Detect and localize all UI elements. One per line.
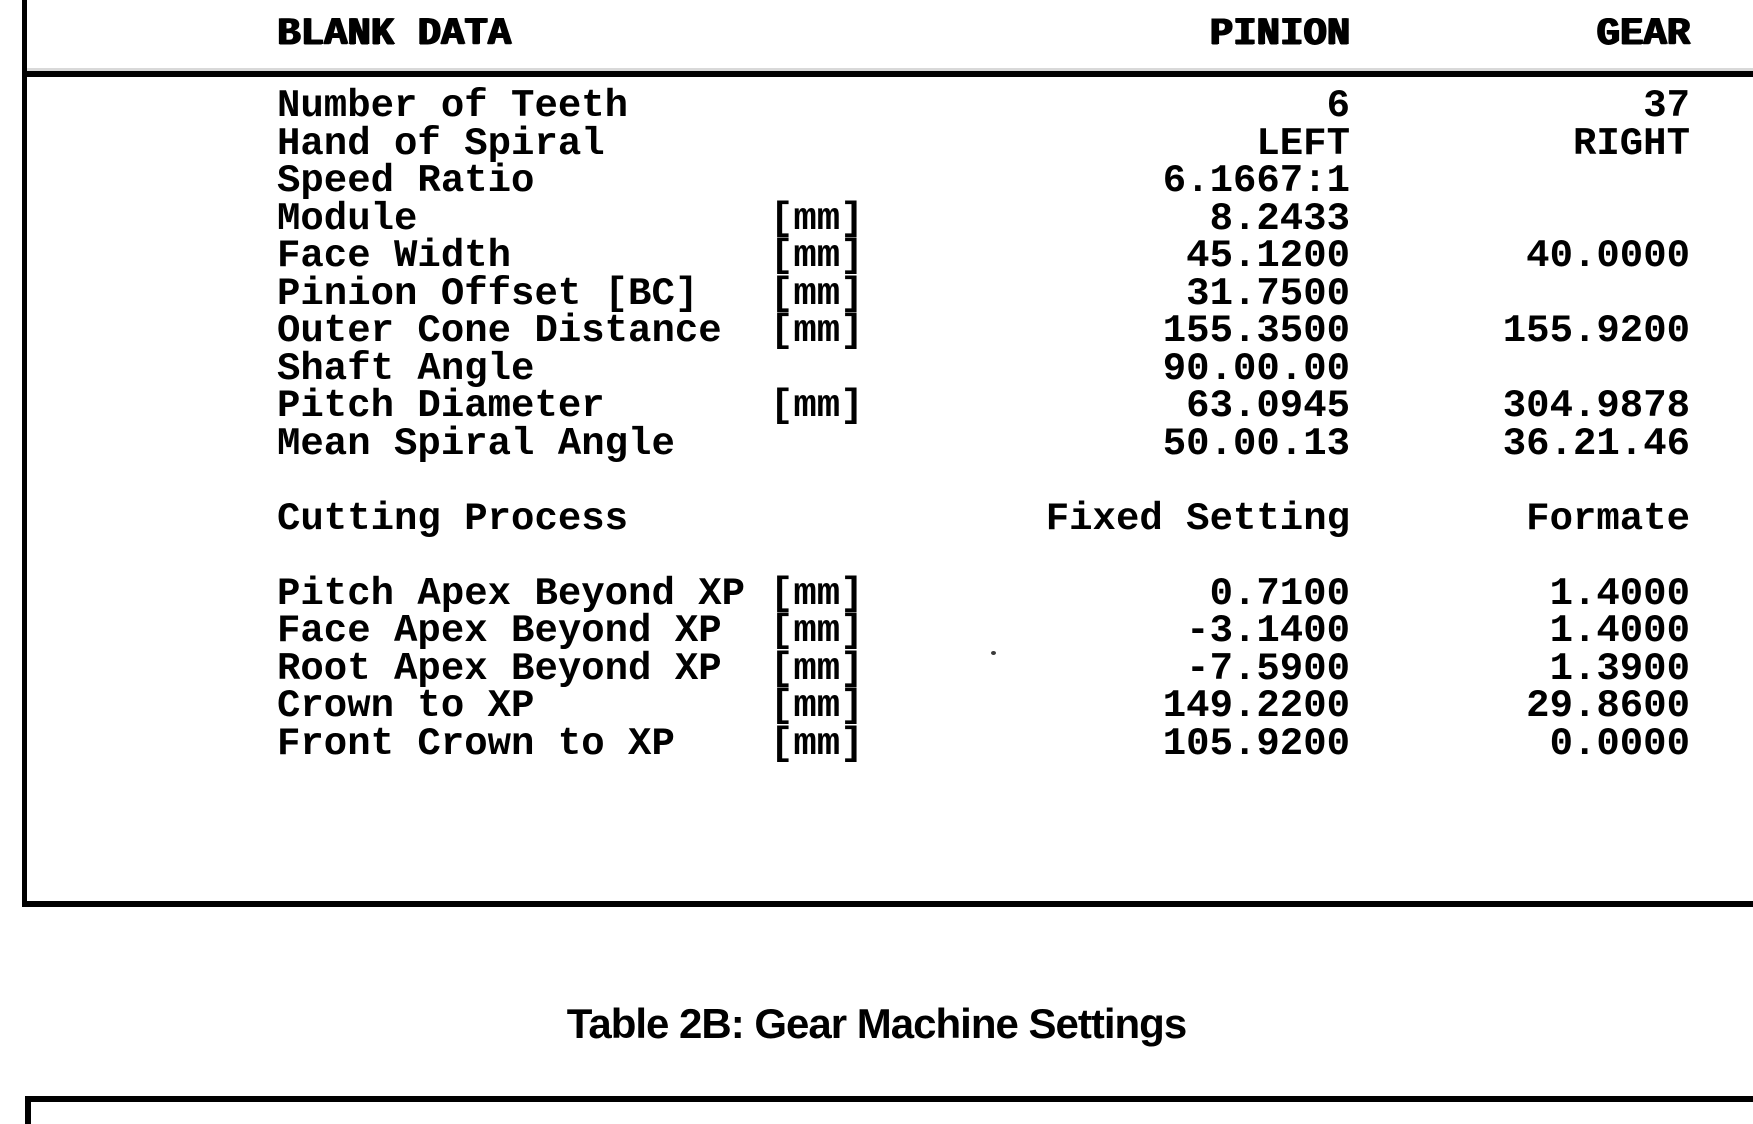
table-row bbox=[0, 121, 1753, 166]
row-gear-value: 37 bbox=[1643, 84, 1690, 128]
row-unit bbox=[770, 426, 905, 464]
row-unit: [mm] bbox=[770, 646, 864, 691]
row-gear-value: 1.4000 bbox=[1549, 609, 1690, 653]
row-label: Module bbox=[277, 196, 418, 241]
row-label: Number of Teeth bbox=[277, 84, 629, 128]
row-pinion-value: 149.2200 bbox=[1162, 684, 1350, 728]
table-row bbox=[0, 234, 1753, 278]
row-label: Speed Ratio bbox=[277, 159, 535, 203]
row-gear-value: 1.4000 bbox=[1549, 571, 1690, 616]
row-pinion-value: 45.1200 bbox=[1186, 234, 1350, 278]
row-pinion-value: -3.1400 bbox=[1186, 609, 1350, 653]
row-gear-value bbox=[1350, 276, 1690, 314]
table-caption: Table 2B: Gear Machine Settings bbox=[566, 1000, 1187, 1047]
row-unit: [mm] bbox=[770, 196, 864, 241]
row-unit bbox=[770, 126, 905, 164]
table-row bbox=[0, 609, 1753, 653]
row-unit: [mm] bbox=[770, 384, 864, 428]
table-row bbox=[0, 346, 1753, 391]
blank-data-table-body bbox=[0, 84, 1753, 766]
row-label: Face Apex Beyond XP bbox=[277, 609, 722, 653]
row-gear-value: 155.9200 bbox=[1502, 309, 1690, 353]
row-unit: [mm] bbox=[770, 721, 864, 766]
row-label: Pitch Apex Beyond XP bbox=[277, 571, 746, 616]
row-label: Pinion Offset [BC] bbox=[277, 271, 699, 316]
header-separator-line bbox=[22, 71, 1753, 77]
row-pinion-value: LEFT bbox=[1256, 121, 1350, 166]
table-row bbox=[0, 571, 1753, 616]
row-gear-value bbox=[1350, 201, 1690, 239]
row-label: Mean Spiral Angle bbox=[277, 421, 675, 466]
row-unit: [mm] bbox=[770, 609, 864, 653]
row-label: Pitch Diameter bbox=[277, 384, 605, 428]
row-pinion-value: 155.3500 bbox=[1162, 309, 1350, 353]
row-unit: [mm] bbox=[770, 309, 864, 353]
unit-column-header bbox=[770, 14, 905, 54]
row-unit bbox=[770, 351, 905, 389]
row-label: Shaft Angle bbox=[277, 346, 535, 391]
pinion-column-header: PINION bbox=[1209, 12, 1350, 56]
row-gear-value: 1.3900 bbox=[1549, 646, 1690, 691]
scan-speckle bbox=[991, 651, 996, 655]
row-unit: [mm] bbox=[770, 684, 864, 728]
row-label: Front Crown to XP bbox=[277, 721, 675, 766]
row-gear-value bbox=[1350, 163, 1690, 201]
row-label: Hand of Spiral bbox=[277, 121, 605, 166]
next-table-top-border bbox=[25, 1096, 1753, 1102]
row-pinion-value: 6 bbox=[1326, 84, 1350, 128]
row-label: Cutting Process bbox=[277, 496, 629, 541]
row-label: Root Apex Beyond XP bbox=[277, 646, 722, 691]
row-gear-value: Formate bbox=[1526, 496, 1690, 541]
table-row bbox=[0, 421, 1753, 466]
row-gear-value: 0.0000 bbox=[1549, 721, 1690, 766]
row-unit: [mm] bbox=[770, 234, 864, 278]
table-row bbox=[0, 309, 1753, 353]
row-unit: [mm] bbox=[770, 571, 864, 616]
row-pinion-value: 0.7100 bbox=[1209, 571, 1350, 616]
table-row bbox=[0, 84, 1753, 128]
row-gear-value: 40.0000 bbox=[1526, 234, 1690, 278]
row-pinion-value: 105.9200 bbox=[1162, 721, 1350, 766]
row-gear-value: RIGHT bbox=[1572, 121, 1690, 166]
row-pinion-value: -7.5900 bbox=[1186, 646, 1350, 691]
row-unit bbox=[770, 88, 905, 126]
row-pinion-value: 50.00.13 bbox=[1162, 421, 1350, 466]
table-row bbox=[0, 684, 1753, 728]
row-gear-value bbox=[1350, 351, 1690, 389]
row-pinion-value: 63.0945 bbox=[1186, 384, 1350, 428]
table-row bbox=[0, 721, 1753, 766]
table-row bbox=[0, 159, 1753, 203]
table-row bbox=[0, 384, 1753, 428]
row-pinion-value: Fixed Setting bbox=[1045, 496, 1350, 541]
row-label: Face Width bbox=[277, 234, 512, 278]
row-label: Crown to XP bbox=[277, 684, 535, 728]
table-row bbox=[0, 646, 1753, 691]
next-table-left-border bbox=[25, 1096, 31, 1124]
row-pinion-value: 31.7500 bbox=[1186, 271, 1350, 316]
table-row bbox=[0, 271, 1753, 316]
row-unit: [mm] bbox=[770, 271, 864, 316]
gear-column-header: GEAR bbox=[1596, 12, 1690, 56]
table-row bbox=[0, 196, 1753, 241]
row-pinion-value: 8.2433 bbox=[1209, 196, 1350, 241]
row-pinion-value: 6.1667:1 bbox=[1162, 159, 1350, 203]
table-title: BLANK DATA bbox=[277, 12, 512, 56]
row-pinion-value: 90.00.00 bbox=[1162, 346, 1350, 391]
blank-data-table-bottom-border bbox=[22, 901, 1753, 907]
row-unit bbox=[770, 163, 905, 201]
table-row bbox=[0, 496, 1753, 541]
row-unit bbox=[770, 501, 905, 539]
row-label: Outer Cone Distance bbox=[277, 309, 722, 353]
row-gear-value: 29.8600 bbox=[1526, 684, 1690, 728]
row-gear-value: 36.21.46 bbox=[1502, 421, 1690, 466]
row-gear-value: 304.9878 bbox=[1502, 384, 1690, 428]
table-header-row bbox=[0, 14, 1753, 54]
